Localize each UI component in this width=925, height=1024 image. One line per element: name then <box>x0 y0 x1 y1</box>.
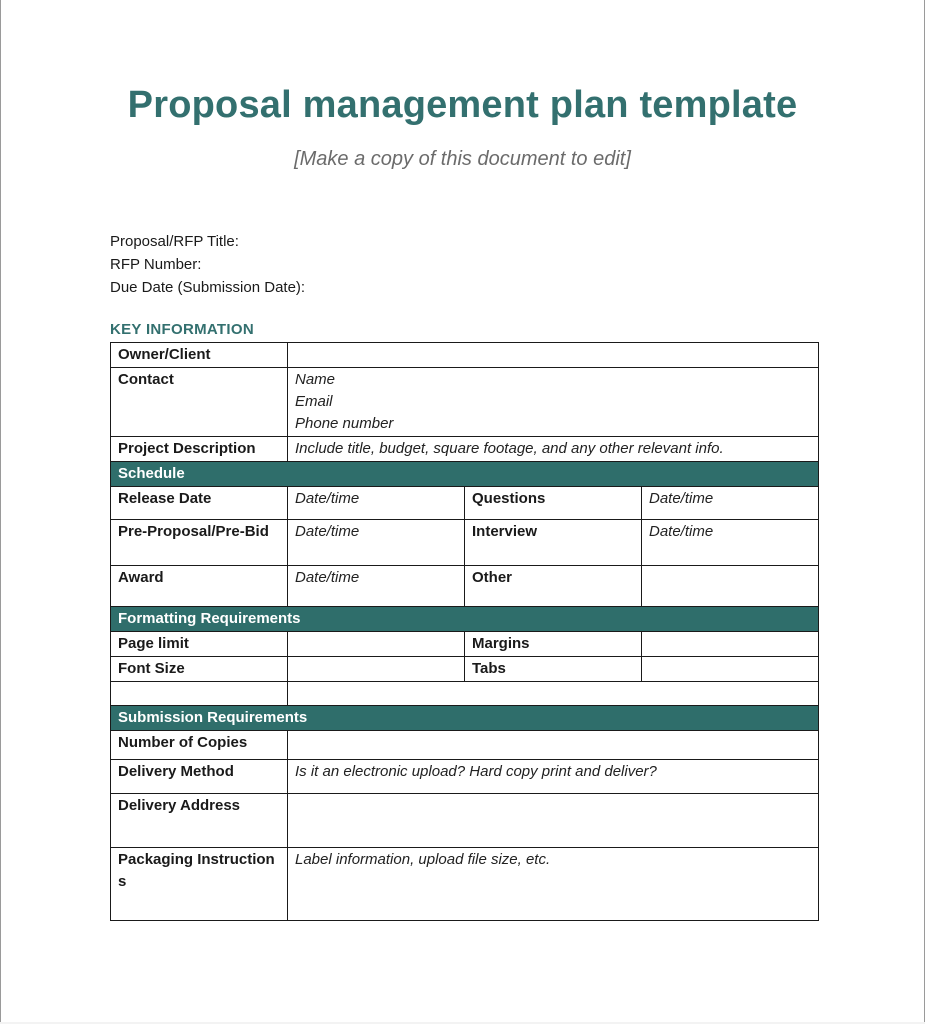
interview-value[interactable]: Date/time <box>642 520 819 566</box>
table-row <box>111 731 819 760</box>
questions-value[interactable]: Date/time <box>642 487 819 520</box>
copies-label: Number of Copies <box>111 731 288 760</box>
empty-cell[interactable] <box>288 682 819 706</box>
award-label: Award <box>111 566 288 607</box>
document-subtitle: [Make a copy of this document to edit] <box>294 148 631 170</box>
formatting-heading: Formatting Requirements <box>111 607 819 632</box>
contact-value[interactable] <box>288 368 819 437</box>
award-value[interactable]: Date/time <box>288 566 465 607</box>
packaging-label: Packaging Instructions <box>111 848 288 921</box>
questions-label: Questions <box>465 487 642 520</box>
table-row <box>111 794 819 848</box>
release-date-label: Release Date <box>111 487 288 520</box>
project-description-value[interactable]: Include title, budget, square footage, and any other relevant info. <box>288 437 819 462</box>
table-row <box>111 437 819 462</box>
owner-client-value[interactable] <box>288 343 819 368</box>
proposal-meta-fields <box>110 230 305 299</box>
tabs-value[interactable] <box>642 657 819 682</box>
table-row <box>111 520 819 566</box>
table-row <box>111 657 819 682</box>
key-information-heading: KEY INFORMATION <box>110 321 254 338</box>
owner-client-label: Owner/Client <box>111 343 288 368</box>
table-row <box>111 682 819 706</box>
table-row <box>111 848 819 921</box>
rfp-number-label: RFP Number: <box>110 256 202 273</box>
delivery-address-label: Delivery Address <box>111 794 288 848</box>
project-description-label: Project Description <box>111 437 288 462</box>
other-value[interactable] <box>642 566 819 607</box>
packaging-value[interactable]: Label information, upload file size, etc. <box>288 848 819 921</box>
delivery-method-label: Delivery Method <box>111 760 288 794</box>
due-date-label: Due Date (Submission Date): <box>110 279 306 296</box>
font-size-label: Font Size <box>111 657 288 682</box>
table-row <box>111 607 819 632</box>
delivery-address-value[interactable] <box>288 794 819 848</box>
contact-email: Email <box>295 393 333 410</box>
table-row <box>111 706 819 731</box>
delivery-method-value[interactable]: Is it an electronic upload? Hard copy print and deliver? <box>288 760 819 794</box>
copies-value[interactable] <box>288 731 819 760</box>
other-label: Other <box>465 566 642 607</box>
contact-phone: Phone number <box>295 415 394 432</box>
margins-label: Margins <box>465 632 642 657</box>
key-information-table <box>110 342 819 921</box>
table-row <box>111 343 819 368</box>
margins-value[interactable] <box>642 632 819 657</box>
document-title: Proposal management plan template <box>127 84 798 126</box>
contact-name: Name <box>295 371 336 388</box>
submission-heading: Submission Requirements <box>111 706 819 731</box>
interview-label: Interview <box>465 520 642 566</box>
release-date-value[interactable]: Date/time <box>288 487 465 520</box>
table-row <box>111 462 819 487</box>
schedule-heading: Schedule <box>111 462 819 487</box>
table-row <box>111 760 819 794</box>
empty-cell[interactable] <box>111 682 288 706</box>
page-limit-value[interactable] <box>288 632 465 657</box>
font-size-value[interactable] <box>288 657 465 682</box>
table-row <box>111 632 819 657</box>
tabs-label: Tabs <box>465 657 642 682</box>
pre-proposal-label: Pre-Proposal/Pre-Bid <box>111 520 288 566</box>
table-row <box>111 487 819 520</box>
table-row <box>111 368 819 437</box>
proposal-title-label: Proposal/RFP Title: <box>110 233 239 250</box>
page-limit-label: Page limit <box>111 632 288 657</box>
pre-proposal-value[interactable]: Date/time <box>288 520 465 566</box>
contact-label: Contact <box>111 368 288 437</box>
table-row <box>111 566 819 607</box>
